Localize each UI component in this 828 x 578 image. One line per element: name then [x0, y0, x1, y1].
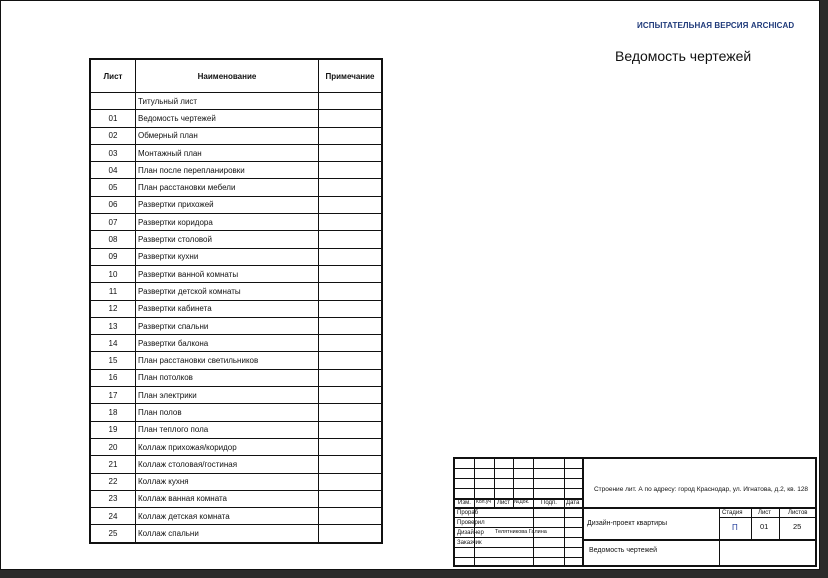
- sheet-name-cell: Коллаж столовая/гостиная: [136, 456, 319, 473]
- sheet-note-cell: [319, 508, 383, 525]
- sheet-name-cell: Титульный лист: [136, 93, 319, 110]
- sheet-note-cell: [319, 93, 383, 110]
- sheet-note-cell: [319, 352, 383, 369]
- table-row: [90, 179, 382, 196]
- sheet-name-cell: Коллаж прихожая/коридор: [136, 438, 319, 455]
- sheet-number-cell: 24: [90, 508, 136, 525]
- table-row: [90, 283, 382, 300]
- sheet-note-cell: [319, 438, 383, 455]
- table-header-row: [90, 59, 382, 93]
- table-row: [90, 352, 382, 369]
- sheet-number-cell: 25: [90, 525, 136, 543]
- table-row: [90, 300, 382, 317]
- table-row: [90, 490, 382, 507]
- stamp-list-label: Лист: [758, 510, 772, 516]
- sheet-note-cell: [319, 456, 383, 473]
- sheet-number-cell: 07: [90, 214, 136, 231]
- sheet-number-cell: 16: [90, 369, 136, 386]
- stamp-lists-value: 25: [793, 522, 802, 531]
- stamp-role-customer: Заказчик: [457, 540, 482, 546]
- header-name: Наименование: [136, 59, 319, 93]
- sheet-note-cell: [319, 196, 383, 213]
- stamp-col-izm: Изм.: [458, 500, 471, 506]
- sheet-note-cell: [319, 231, 383, 248]
- stamp-address: Строение лит. А по адресу: город Краснодар, ул. Игнатова, д.2, кв. 128: [593, 486, 809, 493]
- sheet-note-cell: [319, 387, 383, 404]
- sheet-name-cell: Коллаж кухня: [136, 473, 319, 490]
- sheet-note-cell: [319, 525, 383, 543]
- sheet-number-cell: 19: [90, 421, 136, 438]
- sheet-number-cell: 14: [90, 335, 136, 352]
- sheet-number-cell: 11: [90, 283, 136, 300]
- sheet-note-cell: [319, 404, 383, 421]
- sheet-number-cell: 20: [90, 438, 136, 455]
- table-row: [90, 421, 382, 438]
- sheet-note-cell: [319, 265, 383, 282]
- table-row: [90, 317, 382, 334]
- sheet-name-cell: Ведомость чертежей: [136, 110, 319, 127]
- sheet-name-cell: Коллаж спальни: [136, 525, 319, 543]
- sheet-number-cell: 21: [90, 456, 136, 473]
- stamp-sheet-name: Ведомость чертежей: [589, 547, 658, 554]
- sheet-note-cell: [319, 317, 383, 334]
- table-body: [90, 93, 382, 543]
- sheet-note-cell: [319, 473, 383, 490]
- sheet-name-cell: План электрики: [136, 387, 319, 404]
- table-row: [90, 144, 382, 161]
- sheet-number-cell: 23: [90, 490, 136, 507]
- sheet-note-cell: [319, 283, 383, 300]
- table-row: [90, 508, 382, 525]
- table-row: [90, 93, 382, 110]
- stamp-lists-label: Листов: [788, 510, 808, 516]
- sheet-number-cell: 22: [90, 473, 136, 490]
- sheet-name-cell: Развертки прихожей: [136, 196, 319, 213]
- stamp-col-koluch: Кол.уч: [476, 499, 491, 505]
- sheet-name-cell: План полов: [136, 404, 319, 421]
- sheet-note-cell: [319, 144, 383, 161]
- sheet-note-cell: [319, 162, 383, 179]
- table-row: [90, 231, 382, 248]
- sheet-note-cell: [319, 369, 383, 386]
- sheet-title: Ведомость чертежей: [615, 48, 752, 64]
- table-row: [90, 214, 382, 231]
- stamp-col-list: Лист: [497, 500, 511, 506]
- sheet-note-cell: [319, 490, 383, 507]
- sheet-note-cell: [319, 248, 383, 265]
- table-row: [90, 110, 382, 127]
- table-row: [90, 196, 382, 213]
- table-row: [90, 387, 382, 404]
- sheet-number-cell: 09: [90, 248, 136, 265]
- stamp-designer-name: Телятникова Галина: [495, 529, 547, 535]
- header-note: Примечание: [319, 59, 383, 93]
- drawings-list-table: [89, 58, 383, 544]
- sheet-name-cell: Развертки коридора: [136, 214, 319, 231]
- sheet-note-cell: [319, 110, 383, 127]
- header-sheet: Лист: [90, 59, 136, 93]
- sheet-number-cell: 01: [90, 110, 136, 127]
- sheet-name-cell: Развертки кухни: [136, 248, 319, 265]
- sheet-name-cell: Коллаж детская комната: [136, 508, 319, 525]
- table-row: [90, 456, 382, 473]
- stamp-role-checker: Проверил: [457, 520, 485, 526]
- sheet-name-cell: Развертки ванной комнаты: [136, 265, 319, 282]
- sheet-number-cell: 13: [90, 317, 136, 334]
- sheet-name-cell: Развертки балкона: [136, 335, 319, 352]
- sheet-number-cell: 10: [90, 265, 136, 282]
- table-row: [90, 438, 382, 455]
- sheet-number-cell: 08: [90, 231, 136, 248]
- stamp-stage-value: П: [732, 523, 738, 532]
- table-row: [90, 473, 382, 490]
- stamp-stage-label: Стадия: [722, 510, 743, 516]
- sheet-name-cell: Развертки кабинета: [136, 300, 319, 317]
- sheet-number-cell: 05: [90, 179, 136, 196]
- sheet-number-cell: 17: [90, 387, 136, 404]
- sheet-number-cell: 02: [90, 127, 136, 144]
- table-row: [90, 335, 382, 352]
- sheet-name-cell: Коллаж ванная комната: [136, 490, 319, 507]
- stamp-project: Дизайн-проект квартиры: [587, 520, 667, 527]
- table-row: [90, 248, 382, 265]
- sheet-number-cell: 03: [90, 144, 136, 161]
- sheet-number-cell: 04: [90, 162, 136, 179]
- table-row: [90, 404, 382, 421]
- sheet-note-cell: [319, 127, 383, 144]
- stamp-list-value: 01: [760, 522, 769, 531]
- sheet-number-cell: [90, 93, 136, 110]
- sheet-note-cell: [319, 421, 383, 438]
- sheet-note-cell: [319, 179, 383, 196]
- sheet-name-cell: План после перепланировки: [136, 162, 319, 179]
- sheet-number-cell: 18: [90, 404, 136, 421]
- sheet-name-cell: Развертки спальни: [136, 317, 319, 334]
- sheet-note-cell: [319, 300, 383, 317]
- sheet-number-cell: 15: [90, 352, 136, 369]
- sheet-name-cell: Развертки детской комнаты: [136, 283, 319, 300]
- sheet-name-cell: Развертки столовой: [136, 231, 319, 248]
- sheet-number-cell: 12: [90, 300, 136, 317]
- stamp-col-podp: Подп.: [541, 500, 557, 506]
- sheet-note-cell: [319, 214, 383, 231]
- stamp-col-doc: №Док.: [514, 499, 530, 505]
- trial-watermark: ИСПЫТАТЕЛЬНАЯ ВЕРСИЯ ARCHICAD: [637, 21, 795, 30]
- table-row: [90, 265, 382, 282]
- stamp-col-data: Дата: [566, 500, 580, 506]
- sheet-name-cell: Обмерный план: [136, 127, 319, 144]
- sheet-name-cell: План расстановки светильников: [136, 352, 319, 369]
- stamp-role-designer: Дизайнер: [457, 530, 484, 536]
- sheet-name-cell: Монтажный план: [136, 144, 319, 161]
- sheet-name-cell: План потолков: [136, 369, 319, 386]
- title-block: [453, 457, 817, 567]
- sheet-note-cell: [319, 335, 383, 352]
- table-row: [90, 369, 382, 386]
- table-row: [90, 525, 382, 543]
- sheet-number-cell: 06: [90, 196, 136, 213]
- sheet-name-cell: План расстановки мебели: [136, 179, 319, 196]
- stamp-role-foreman: Прораб: [457, 510, 479, 516]
- table-row: [90, 127, 382, 144]
- table-row: [90, 162, 382, 179]
- sheet-name-cell: План теплого пола: [136, 421, 319, 438]
